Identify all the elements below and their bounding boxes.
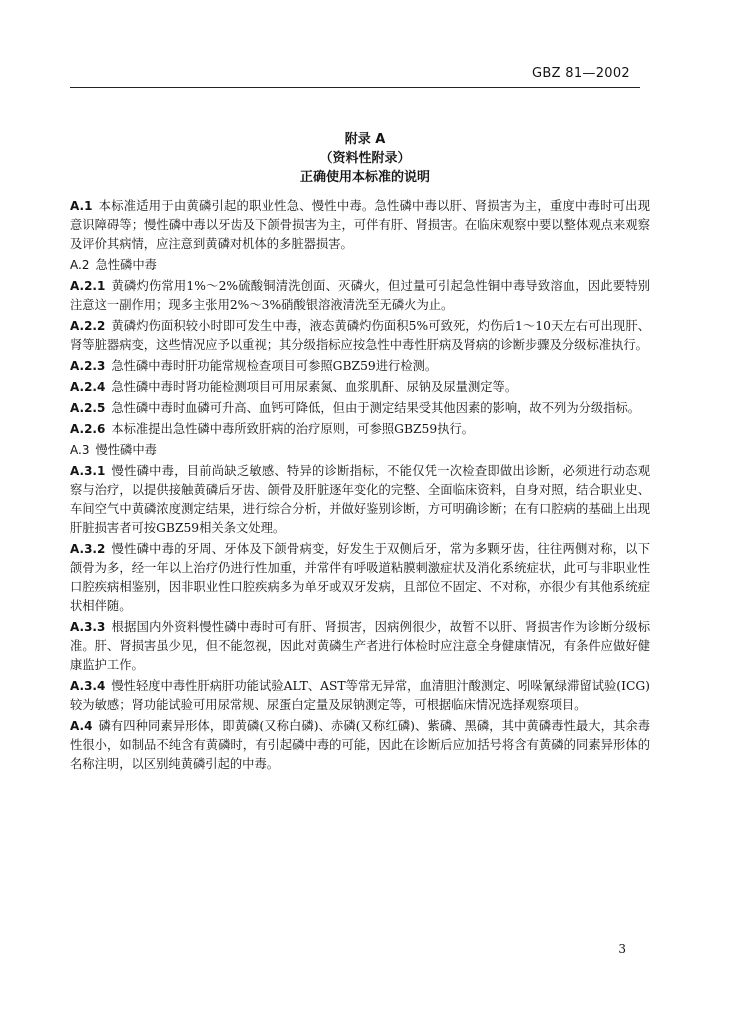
- section-a2-4: [70, 378, 650, 397]
- section-text: 慢性磷中毒的牙周、牙体及下颌骨病变，好发生于双侧后牙，常为多颗牙齿，往往两侧对称，以下颌骨为多，经一年以上治疗仍进行性加重，并常伴有呼吸道粘膜刺激症状及消化系统症状，此可与非职业性口腔疾病相鉴别，因非职业性口腔疾病多为单牙或双牙发病，且部位不固定、不对称，亦很少有其他系统症状相伴随。: [70, 542, 650, 613]
- section-a2-1: [70, 277, 650, 315]
- section-text: 慢性轻度中毒性肝病肝功能试验ALT、AST等常无异常，血清胆汁酸测定、吲哚氰绿滞留试验(ICG)较为敏感；肾功能试验可用尿常规、尿蛋白定量及尿钠测定等，可根据临床情况选择观察项目。: [70, 679, 650, 712]
- section-number: A.2.6: [70, 422, 106, 436]
- section-number: A.2: [70, 258, 90, 272]
- section-text: 黄磷灼伤常用1%～2%硫酸铜清洗创面、灭磷火，但过量可引起急性铜中毒导致溶血，因此要特别注意这一副作用；现多主张用2%～3%硝酸银溶液清洗至无磷火为止。: [70, 279, 650, 312]
- section-number: A.3: [70, 443, 90, 457]
- section-number: A.3.3: [70, 620, 106, 634]
- section-text: 急性磷中毒时肾功能检测项目可用尿素氮、血浆肌酐、尿钠及尿量测定等。: [111, 380, 518, 394]
- document-body: [70, 197, 650, 776]
- section-a2-5: [70, 399, 650, 418]
- section-number: A.3.1: [70, 464, 106, 478]
- section-a1: [70, 197, 650, 254]
- section-a3-3: [70, 618, 650, 675]
- section-heading-text: 急性磷中毒: [95, 258, 157, 272]
- section-number: A.1: [70, 199, 93, 213]
- section-text: 黄磷灼伤面积较小时即可发生中毒，液态黄磷灼伤面积5%可致死，灼伤后1～10天左右可出现肝、肾等脏器病变，这些情况应予以重视；其分级指标应按急性中毒性肝病及肾病的诊断步骤及分级标准执行。: [70, 319, 650, 352]
- section-a3-1: [70, 462, 650, 538]
- section-number: A.2.5: [70, 401, 106, 415]
- section-a3-2: [70, 540, 650, 616]
- section-heading-text: 慢性磷中毒: [95, 443, 157, 457]
- section-text: 本标准提出急性磷中毒所致肝病的治疗原则，可参照GBZ59执行。: [111, 422, 475, 436]
- section-text: 慢性磷中毒，目前尚缺乏敏感、特异的诊断指标，不能仅凭一次检查即做出诊断，必须进行动态观察与治疗，以提供接触黄磷后牙齿、颌骨及肝脏逐年变化的完整、全面临床资料，自身对照，结合职业史、车间空气中黄磷浓度测定结果，进行综合分析，并做好鉴别诊断，方可明确诊断；在有口腔病的基础上出现肝脏损害者可按GBZ59相关条文处理。: [70, 464, 650, 535]
- header-divider: [70, 87, 640, 88]
- section-number: A.4: [70, 719, 93, 733]
- section-number: A.2.2: [70, 319, 106, 333]
- section-a3-heading: [70, 441, 650, 460]
- section-a2-6: [70, 420, 650, 439]
- section-number: A.3.2: [70, 542, 106, 556]
- section-number: A.2.4: [70, 380, 106, 394]
- section-a3-4: [70, 677, 650, 715]
- appendix-titles: [70, 130, 660, 187]
- section-a4: [70, 717, 650, 774]
- appendix-title: 附录 A: [344, 132, 386, 147]
- section-a2-3: [70, 357, 650, 376]
- section-text: 磷有四种同素异形体，即黄磷(又称白磷)、赤磷(又称红磷)、紫磷、黑磷，其中黄磷毒性最大，其余毒性很小，如制品不纯含有黄磷时，有引起磷中毒的可能，因此在诊断后应加括号将含有黄磷的同素异形体的名称注明，以区别纯黄磷引起的中毒。: [70, 719, 650, 771]
- section-number: A.3.4: [70, 679, 106, 693]
- section-a2-heading: [70, 256, 650, 275]
- page-number: 3: [618, 942, 626, 956]
- appendix-heading: 正确使用本标准的说明: [299, 170, 430, 185]
- appendix-subtitle: （资料性附录）: [319, 151, 411, 166]
- section-text: 本标准适用于由黄磷引起的职业性急、慢性中毒。急性磷中毒以肝、肾损害为主，重度中毒时可出现意识障碍等；慢性磷中毒以牙齿及下颌骨损害为主，可伴有肝、肾损害。在临床观察中要以整体观点来观察及评价其病情，应注意到黄磷对机体的多脏器损害。: [70, 199, 650, 251]
- section-text: 急性磷中毒时血磷可升高、血钙可降低，但由于测定结果受其他因素的影响，故不列为分级指标。: [111, 401, 641, 415]
- section-number: A.2.1: [70, 279, 106, 293]
- section-number: A.2.3: [70, 359, 106, 373]
- standard-code: GBZ 81—2002: [532, 66, 630, 81]
- section-text: 根据国内外资料慢性磷中毒时可有肝、肾损害，因病例很少，故暂不以肝、肾损害作为诊断分级标准。肝、肾损害虽少见，但不能忽视，因此对黄磷生产者进行体检时应注意全身健康情况，有条件应做好健康监护工作。: [70, 620, 650, 672]
- section-a2-2: [70, 317, 650, 355]
- section-text: 急性磷中毒时肝功能常规检查项目可参照GBZ59进行检测。: [111, 359, 438, 373]
